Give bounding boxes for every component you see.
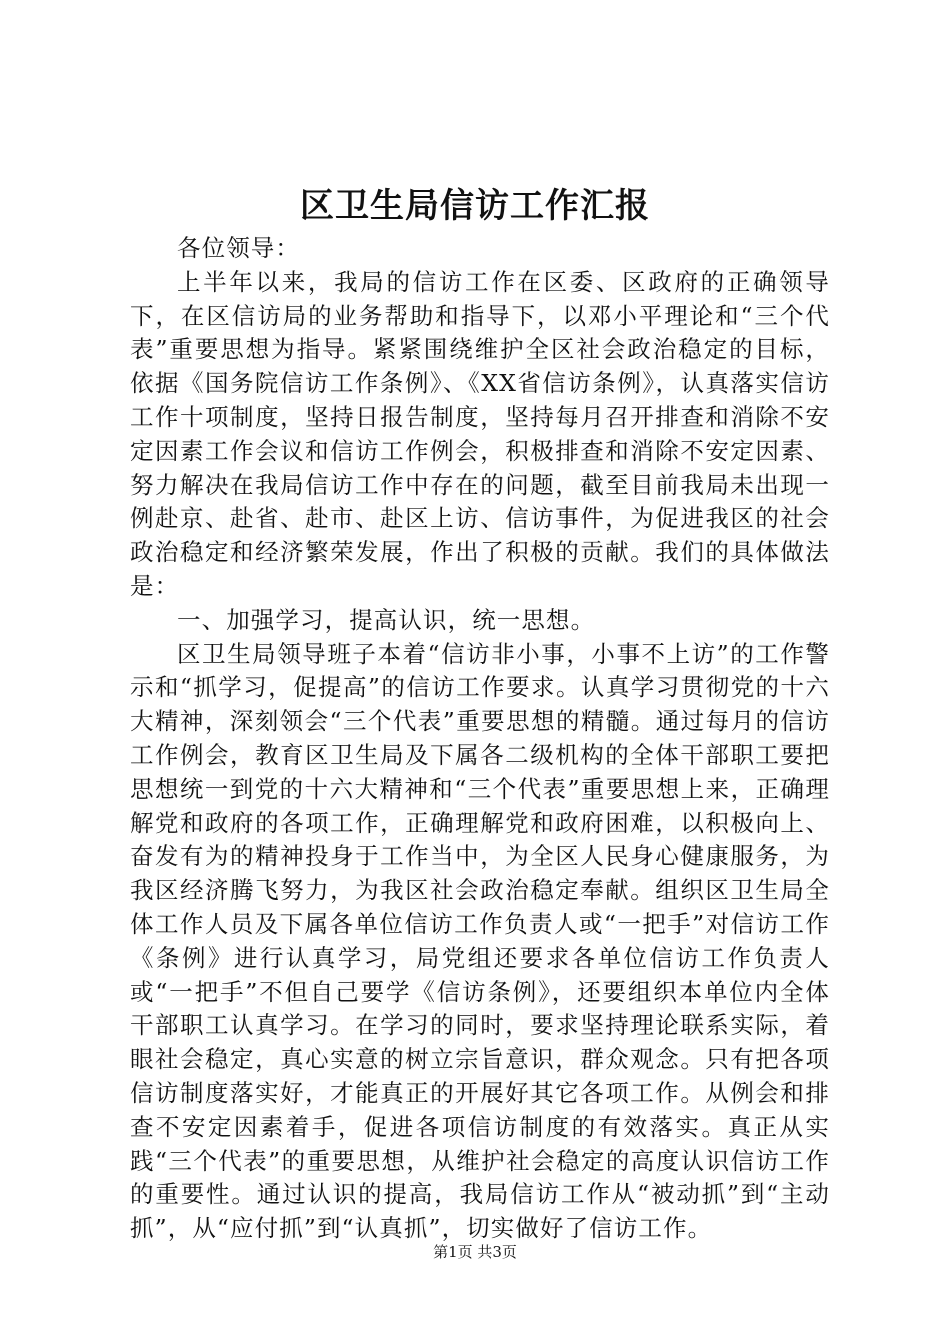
intro-paragraph: 上半年以来，我局的信访工作在区委、区政府的正确领导下，在区信访局的业务帮助和指导下，以邓小平理论和“三个代表”重要思想为指导。紧紧围绕维护全区社会政治稳定的目标，依据《国务院信访工作条例》、《XX省信访条例》，认真落实信访工作十项制度，坚持日报告制度，坚持每月召开排查和消除不安定因素工作会议和信访工作例会，积极排查和消除不安定因素、努力解决在我局信访工作中存在的问题，截至目前我局未出现一例赴京、赴省、赴市、赴区上访、信访事件，为促进我区的社会政治稳定和经济繁荣发展，作出了积极的贡献。我们的具体做法是： <box>130 267 830 600</box>
document-title: 区卫生局信访工作汇报 <box>300 186 650 226</box>
salutation-paragraph: 各位领导： <box>177 234 300 262</box>
section-heading: 一、加强学习，提高认识，统一思想。 <box>177 605 596 634</box>
section-paragraph: 区卫生局领导班子本着“信访非小事，小事不上访”的工作警示和“抓学习，促提高”的信访工作要求。认真学习贯彻党的十六大精神，深刻领会“三个代表”重要思想的精髓。通过每月的信访工作例会，教育区卫生局及下属各二级机构的全体干部职工要把思想统一到党的十六大精神和“三个代表”重要思想上来，正确理解党和政府的各项工作，正确理解党和政府困难，以积极向上、奋发有为的精神投身于工作当中，为全区人民身心健康服务，为我区经济腾飞努力，为我区社会政治稳定奉献。组织区卫生局全体工作人员及下属各单位信访工作负责人或“一把手”对信访工作《条例》进行认真学习，局党组还要求各单位信访工作负责人或“一把手”不但自己要学《信访条例》，还要组织本单位内全体干部职工认真学习。在学习的同时，要求坚持理论联系实际，着眼社会稳定，真心实意的树立宗旨意识，群众观念。只有把各项信访制度落实好，才能真正的开展好其它各项工作。从例会和排查不安定因素着手，促进各项信访制度的有效落实。真正从实践“三个代表”的重要思想，从维护社会稳定的高度认识信访工作的重要性。通过认识的提高，我局信访工作从“被动抓”到“主动抓”，从“应付抓”到“认真抓”，切实做好了信访工作。 <box>130 639 830 1243</box>
page-footer: 第1页 共3页 <box>433 1243 517 1261</box>
document-body <box>130 232 830 1246</box>
